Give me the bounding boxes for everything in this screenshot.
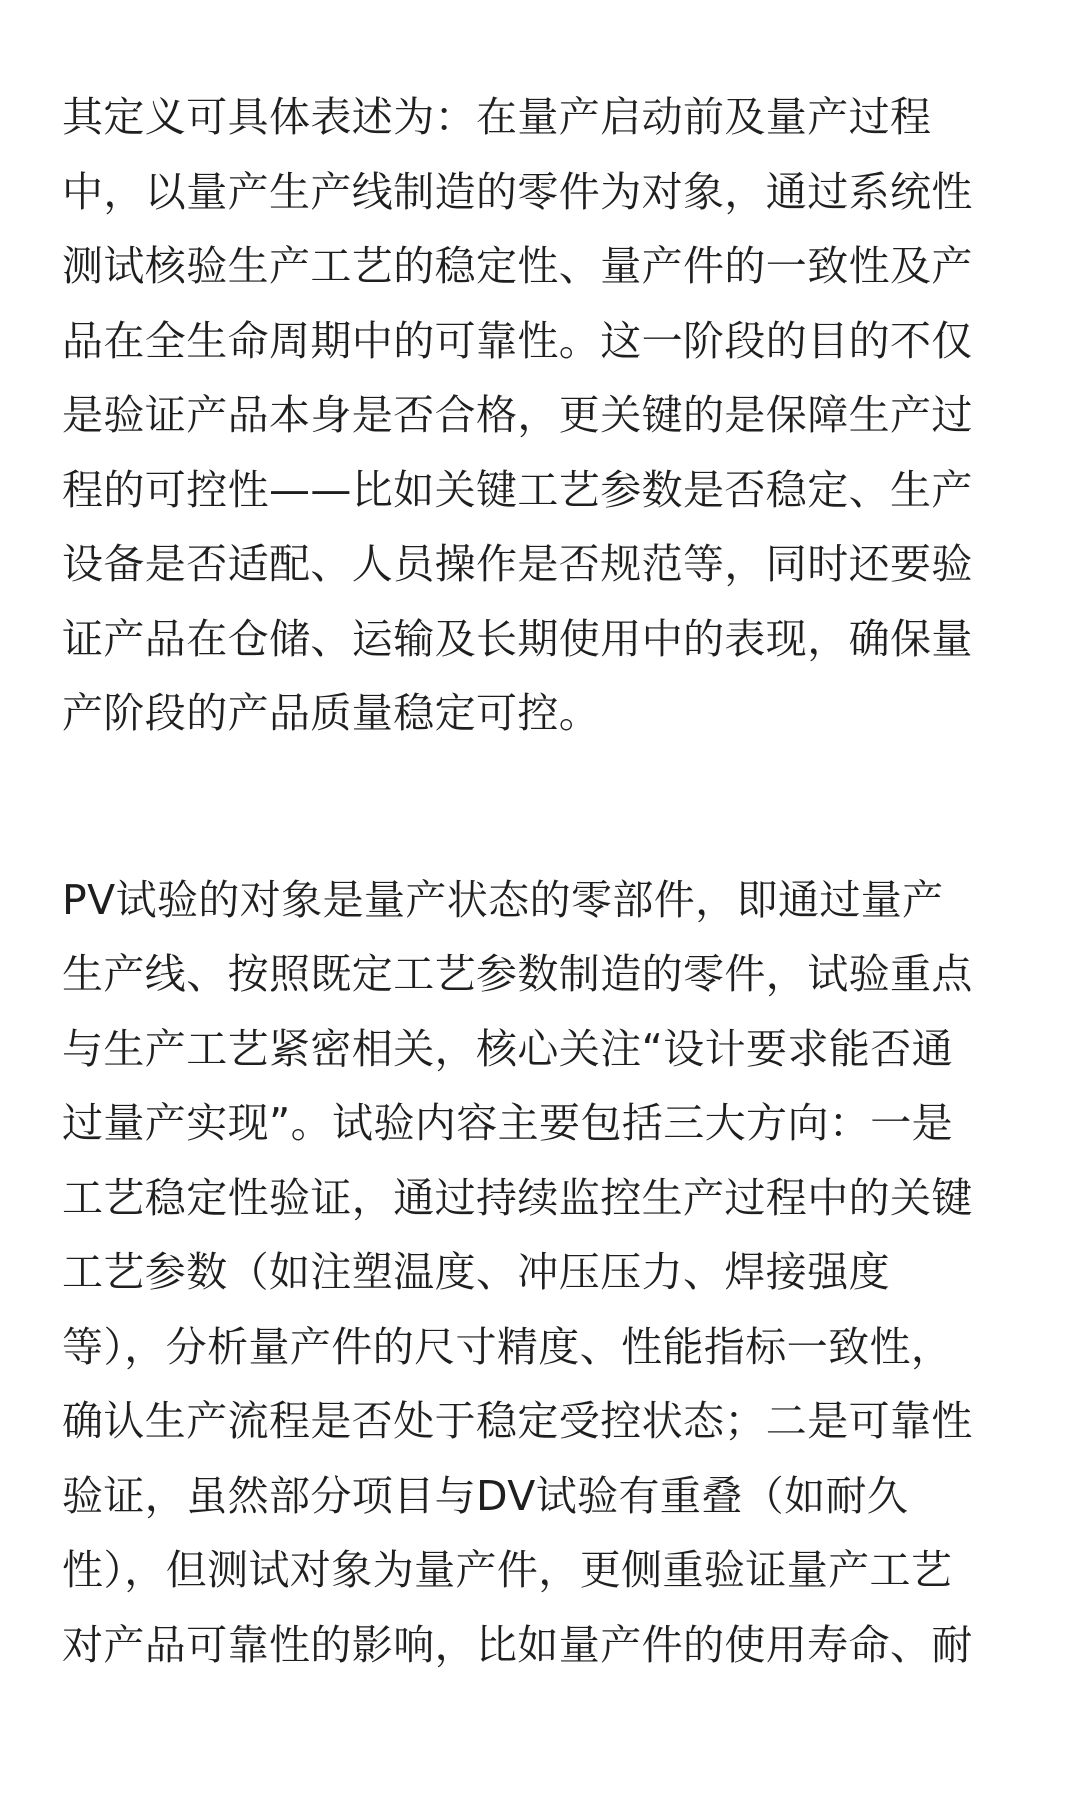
text-line: 中，以量产生产线制造的零件为对象，通过系统性 <box>62 167 973 216</box>
text-line: 验证，虽然部分项目与DV试验有重叠（如耐久 <box>62 1471 909 1520</box>
article-body <box>62 80 1022 1682</box>
paragraph-2 <box>62 863 1022 1683</box>
text-line: 程的可控性——比如关键工艺参数是否稳定、生产 <box>62 465 973 514</box>
text-line: 产阶段的产品质量稳定可控。 <box>62 689 601 737</box>
paragraph-1 <box>62 80 1022 751</box>
text-line: 设备是否适配、人员操作是否规范等，同时还要验 <box>62 540 973 588</box>
text-line: 生产线、按照既定工艺参数制造的零件，试验重点 <box>62 950 973 998</box>
text-line: 过量产实现”。试验内容主要包括三大方向：一是 <box>62 1099 954 1147</box>
text-line: 其定义可具体表述为：在量产启动前及量产过程 <box>62 93 932 141</box>
text-line: 对产品可靠性的影响，比如量产件的使用寿命、耐 <box>62 1620 973 1669</box>
text-line: 是验证产品本身是否合格，更关键的是保障生产过 <box>62 391 973 439</box>
text-line: 等），分析量产件的尺寸精度、性能指标一致性， <box>62 1322 953 1371</box>
text-line: 工艺稳定性验证，通过持续监控生产过程中的关键 <box>62 1173 973 1222</box>
text-line: 品在全生命周期中的可靠性。这一阶段的目的不仅 <box>62 316 973 365</box>
text-line: 证产品在仓储、运输及长期使用中的表现，确保量 <box>62 614 973 663</box>
text-line: PV试验的对象是量产状态的零部件，即通过量产 <box>62 875 944 924</box>
paragraph-spacer <box>62 751 1022 863</box>
text-line: 性），但测试对象为量产件，更侧重验证量产工艺 <box>62 1546 953 1594</box>
text-line: 工艺参数（如注塑温度、冲压压力、焊接强度 <box>62 1248 890 1296</box>
text-line: 与生产工艺紧密相关，核心关注“设计要求能否通 <box>62 1024 954 1073</box>
text-line: 确认生产流程是否处于稳定受控状态；二是可靠性 <box>62 1397 973 1445</box>
text-line: 测试核验生产工艺的稳定性、量产件的一致性及产 <box>62 242 973 290</box>
